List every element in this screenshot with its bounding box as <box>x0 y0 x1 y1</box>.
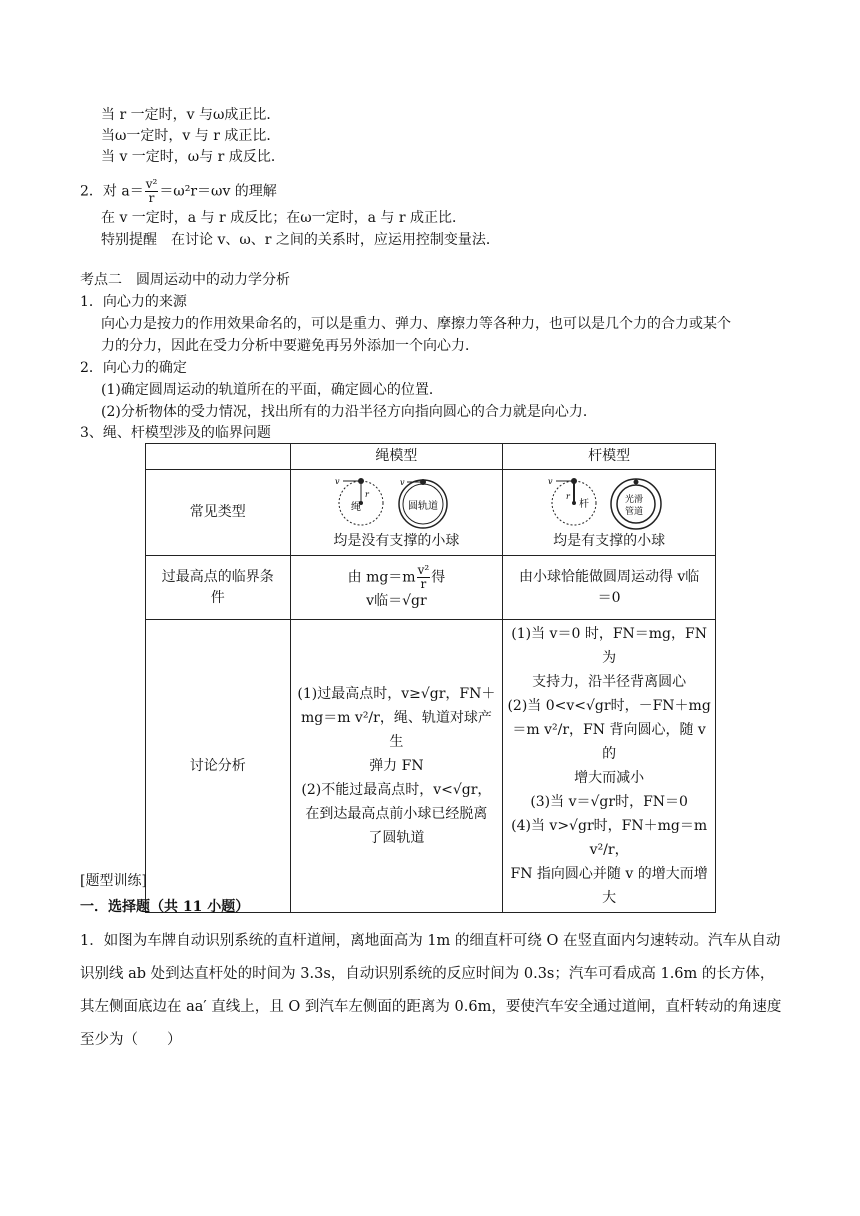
item-2-pre: 对 a＝ <box>102 183 144 200</box>
svg-text:管道: 管道 <box>625 507 644 517</box>
rope-critical-line-2: v临＝√gr <box>366 592 427 609</box>
item-2-number: 2． <box>80 183 103 200</box>
rod-critical-line-1: 由小球恰能做圆周运动得 v临 <box>518 568 700 585</box>
rod-types-cell <box>503 470 716 556</box>
rod-d7: (4)当 v>√gr时，FN＋mg＝m v²/r， <box>511 818 708 858</box>
training-heading: 一．选择题（共 11 小题） <box>80 899 250 915</box>
rope-discussion-cell <box>290 620 503 913</box>
rod-d9: 大 <box>602 890 617 906</box>
rod-d3: (2)当 0<v<√gr时，－FN＋mg <box>507 698 711 714</box>
rope-rod-table <box>145 443 716 913</box>
fraction-v2-r: $\frac{\text{v²}}{r}$ <box>145 177 158 205</box>
rope-d4: (2)不能过最高点时，v<√gr， <box>301 782 492 798</box>
svg-text:杆: 杆 <box>579 499 590 510</box>
intro-line-3: 当 v 一定时，ω与 r 成反比． <box>101 149 285 165</box>
row-label-critical-a: 过最高点的临界条 <box>161 568 274 585</box>
intro-line-1: 当 r 一定时，v 与ω成正比． <box>101 107 281 123</box>
col-header-rope: 绳模型 <box>290 444 503 470</box>
rod-d8: FN 指向圆心并随 v 的增大而增 <box>510 866 708 882</box>
rope-types-cell <box>290 470 503 556</box>
row-label-critical-b: 件 <box>210 589 225 606</box>
rope-types-caption: 均是没有支撑的小球 <box>333 533 460 549</box>
rod-d5: 增大而减小 <box>574 770 645 786</box>
rope-critical-cell <box>290 556 503 620</box>
heading-2: 2．向心力的确定 <box>80 360 187 376</box>
para-1a: 向心力是按力的作用效果命名的，可以是重力、弹力、摩擦力等各种力，也可以是几个力的合力或某个 <box>101 316 731 332</box>
svg-text:v: v <box>548 477 553 486</box>
rope-d1: (1)过最高点时，v≥√gr，FN＋ <box>297 686 496 702</box>
svg-text:光滑: 光滑 <box>625 495 644 505</box>
item-2-post: ＝ω²r＝ωv 的理解 <box>159 183 277 200</box>
item-2-formula <box>80 178 277 205</box>
row-label-discussion: 讨论分析 <box>146 620 291 913</box>
svg-text:圆轨道: 圆轨道 <box>408 501 439 512</box>
para-2a: (1)确定圆周运动的轨道所在的平面，确定圆心的位置． <box>101 382 443 398</box>
svg-text:绳: 绳 <box>351 502 362 513</box>
col-header-rod: 杆模型 <box>503 444 716 470</box>
svg-text:v: v <box>335 477 340 486</box>
question-1: 1．如图为车牌自动识别系统的直杆道闸，离地面高为 1m 的细直杆可绕 O 在竖直面内匀速转动。汽车从自动识别线 ab 处到达直杆处的时间为 3.3s，自动识别系统的反应时间为 0.3s；汽车可看成高 1.6m 的长方体，其左侧面底边在 aa′ 直线上，且 O 到汽车左侧面的距离为 0.6m，要使汽车安全通过道闸，直杆转动的角速度至少为（ ） <box>80 933 782 1048</box>
intro-line-5: 在 v 一定时，a 与 r 成反比；在ω一定时，a 与 r 成正比． <box>101 210 467 226</box>
svg-text:r: r <box>365 490 370 499</box>
heading-3: 3、绳、杆模型涉及的临界问题 <box>80 425 271 441</box>
rod-critical-cell <box>503 556 716 620</box>
rod-d4: ＝m v²/r，FN 背向圆心，随 v 的 <box>512 722 706 762</box>
rod-d6: (3)当 v＝√gr时，FN＝0 <box>530 794 688 810</box>
rope-d2: mg＝m v²/r，绳、轨道对球产生 <box>300 710 492 750</box>
para-2b: (2)分析物体的受力情况，找出所有的力沿半径方向指向圆心的合力就是向心力． <box>101 404 597 420</box>
rod-critical-line-2: ＝0 <box>597 589 621 606</box>
rod-d1: (1)当 v＝0 时，FN＝mg，FN 为 <box>511 626 707 666</box>
svg-text:v: v <box>400 478 405 487</box>
rope-d3: 弹力 FN <box>369 758 424 774</box>
para-1b: 力的分力，因此在受力分析中要避免再另外添加一个向心力． <box>101 338 479 354</box>
row-label-critical <box>146 556 291 620</box>
intro-line-2: 当ω一定时，v 与 r 成正比． <box>101 128 281 144</box>
rod-tube-diagram <box>544 473 674 531</box>
training-tag: [题型训练] <box>80 873 147 889</box>
table-corner <box>146 444 291 470</box>
rod-types-caption: 均是有支撑的小球 <box>553 533 666 549</box>
intro-line-6: 特别提醒 在讨论 v、ω、r 之间的关系时，应运用控制变量法． <box>101 232 500 248</box>
rope-critical-line-1: 由 mg＝m $\frac{\text{v²}}{r}$ 得 <box>347 562 446 591</box>
section-title: 考点二 圆周运动中的动力学分析 <box>80 272 290 288</box>
rod-discussion-cell <box>503 620 716 913</box>
rope-d5: 在到达最高点前小球已经脱离 <box>305 806 488 822</box>
svg-text:r: r <box>566 492 570 501</box>
row-label-types: 常见类型 <box>146 470 291 556</box>
rope-d6: 了圆轨道 <box>368 830 425 846</box>
rope-track-diagram <box>331 473 461 531</box>
rod-d2: 支持力，沿半径背离圆心 <box>532 674 687 690</box>
heading-1: 1．向心力的来源 <box>80 294 187 310</box>
